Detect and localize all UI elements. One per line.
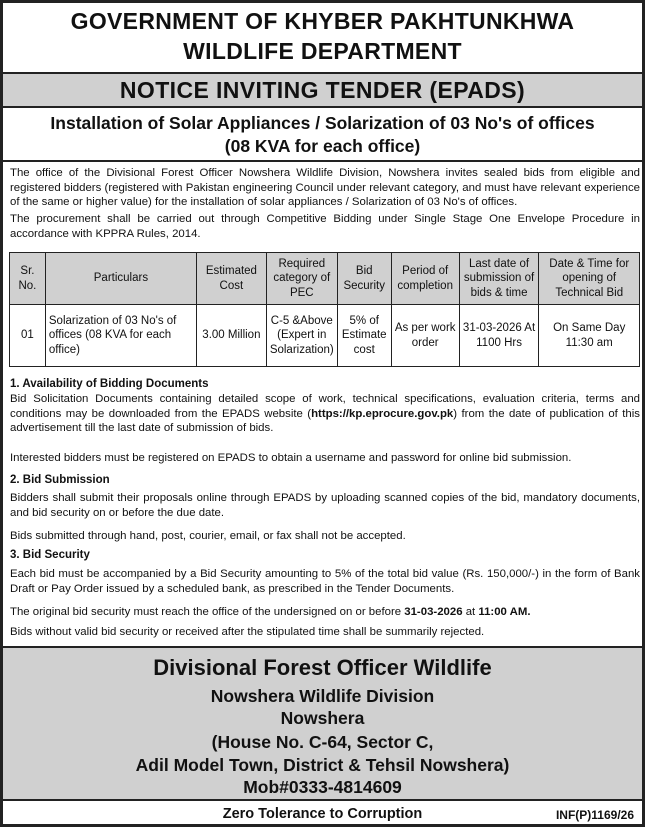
divider [3,160,642,162]
section-2-paragraph-2: Bids submitted through hand, post, courier, email, or fax shall not be accepted. [10,530,406,542]
subtitle-line-2: (08 KVA for each office) [224,136,421,156]
security-deadline-time: 11:00 AM. [478,606,531,618]
section-1-text-b: ) from the date of publication of this advertisement till the last date of submission of bids. [10,407,640,435]
cell-last-date: 31-03-2026 At 1100 Hrs [459,305,539,367]
issuer-city: Nowshera [280,708,365,728]
cell-bid-security: 5% of Estimate cost [337,305,391,367]
cell-pec-category: C-5 &Above (Expert in Solarization) [266,305,337,367]
issuer-address-1: (House No. C-64, Sector C, [211,732,434,752]
header-estimated-cost: Estimated Cost [196,253,266,305]
govt-heading: GOVERNMENT OF KHYBER PAKHTUNKHWA [70,8,575,34]
department-heading: WILDLIFE DEPARTMENT [183,38,462,64]
table-header-row [10,253,640,305]
section-3-paragraph-2 [10,605,640,620]
header-period: Period of completion [391,253,459,305]
issuer-block [3,646,642,801]
tender-table [9,252,640,367]
issuer-title: Divisional Forest Officer Wildlife [153,655,492,680]
section-2-paragraph-1: Bidders shall submit their proposals online through EPADS by uploading scanned copies of the bid, mandatory documents, and bid security on or before the due date. [10,492,640,519]
cell-opening: On Same Day 11:30 am [539,305,640,367]
advert-reference: INF(P)1169/26 [555,808,634,822]
header-particulars: Particulars [45,253,196,305]
notice-title: NOTICE INVITING TENDER (EPADS) [119,77,526,103]
section-1-paragraph-1 [10,392,640,436]
section-2-title: 2. Bid Submission [10,474,110,486]
section-1-paragraph-2: Interested bidders must be registered on EPADS to obtain a username and password for online bid submission. [10,452,572,464]
subtitle-line-1: Installation of Solar Appliances / Solarization of 03 No's of offices [50,113,595,133]
section-3-paragraph-3: Bids without valid bid security or received after the stipulated time shall be summarily rejected. [10,626,485,638]
cell-particulars: Solarization of 03 No's of offices (08 KVA for each office) [45,305,196,367]
section-3-paragraph-1: Each bid must be accompanied by a Bid Security amounting to 5% of the total bid value (Rs. 150,000/-) in the form of Bank Draft or Pay Order issued by a scheduled bank, as prescribed in the Tender Documents. [10,568,640,595]
cell-estimated-cost: 3.00 Million [196,305,266,367]
section-3-title: 3. Bid Security [10,549,90,561]
table-row [10,305,640,367]
intro-paragraph-2: The procurement shall be carried out through Competitive Bidding under Single Stage One Envelope Procedure in accordance with KPPRA Rules, 2014. [10,213,640,240]
header-pec-category: Required category of PEC [266,253,337,305]
header-bid-security: Bid Security [337,253,391,305]
security-deadline-date: 31-03-2026 [404,606,463,618]
section-1-title: 1. Availability of Bidding Documents [10,378,209,390]
intro-paragraph-1: The office of the Divisional Forest Officer Nowshera Wildlife Division, Nowshera invites sealed bids from eligible and registered bidders (registered with Pakistan engineering Council under relevant category, and must have relevant experience of the same or higher value) for the installation of solar appliances / Solarization of 03 No's of offices. [10,167,640,209]
header-sr-no: Sr. No. [10,253,46,305]
cell-period: As per work order [391,305,459,367]
notice-title-band [3,72,642,108]
cell-sr-no: 01 [10,305,46,367]
header-last-date: Last date of submission of bids & time [459,253,539,305]
header-opening: Date & Time for opening of Technical Bid [539,253,640,305]
section-1-text-a: Bid Solicitation Documents containing detailed scope of work, technical specifications, evaluation criteria, terms and conditions may be downloaded from the EPADS website ( [10,393,640,420]
section-3-text-b: at [462,606,479,618]
issuer-mobile: Mob#0333-4814609 [243,777,402,797]
section-3-text-a: The original bid security must reach the office of the undersigned on or before [10,606,405,618]
epads-link[interactable]: https://kp.eprocure.gov.pk [311,407,454,420]
slogan: Zero Tolerance to Corruption [222,806,423,822]
issuer-address-2: Adil Model Town, District & Tehsil Nowshera) [135,755,510,775]
issuer-division: Nowshera Wildlife Division [210,686,435,706]
